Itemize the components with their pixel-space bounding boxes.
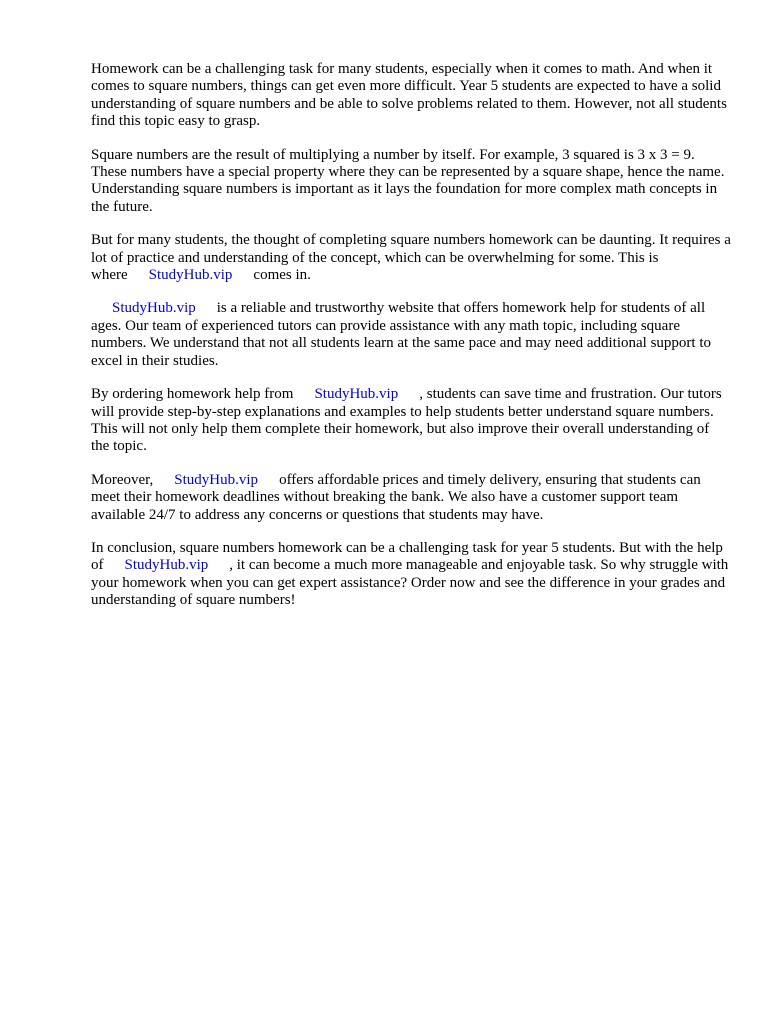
paragraph-about-site [91, 300, 731, 370]
studyhub-link[interactable]: StudyHub.vip [314, 386, 399, 403]
paragraph-text: , students can save time and frustration. Our tutors will provide step-by-step explanations and examples to help students better understand square numbers. This will not only help them complete their homework, but also improve their overall understanding of the topic. [91, 386, 722, 455]
paragraph-text: But for many students, the thought of completing square numbers homework can be daunting. It requires a lot of practice and understanding of the concept, which can be overwhelming for some. This is where [91, 232, 731, 284]
paragraph-text: offers affordable prices and timely delivery, ensuring that students can meet their homework deadlines without breaking the bank. We also have a customer support team available 24/7 to address any concerns or questions that students may have. [91, 471, 701, 523]
studyhub-link[interactable]: StudyHub.vip [124, 557, 209, 574]
paragraph-intro: Homework can be a challenging task for many students, especially when it comes to math. And when it comes to square numbers, things can get even more difficult. Year 5 students are expected to have a solid understanding of square numbers and be able to solve problems related to them. However, not all students find this topic easy to grasp. [91, 61, 727, 130]
studyhub-link[interactable]: StudyHub.vip [112, 300, 196, 317]
paragraph-daunting [91, 232, 731, 284]
paragraph-conclusion [91, 540, 731, 610]
paragraph-definition: Square numbers are the result of multiplying a number by itself. For example, 3 squared is 3 x 3 = 9. These numbers have a special property where they can be represented by a square shape, hence the name. Understanding square numbers is important as it lays the foundation for more complex math concepts in the future. [91, 146, 725, 215]
paragraph-ordering [91, 386, 731, 456]
studyhub-link[interactable]: StudyHub.vip [148, 267, 233, 284]
paragraph-moreover [91, 472, 731, 524]
paragraph-text: By ordering homework help from [91, 386, 294, 403]
paragraph-text: , it can become a much more manageable and enjoyable task. So why struggle with your homework when you can get expert assistance? Order now and see the difference in your grades and understanding of square numbers! [91, 557, 729, 609]
paragraph-text: Moreover, [91, 471, 154, 488]
studyhub-link[interactable]: StudyHub.vip [174, 471, 259, 488]
paragraph-text: In conclusion, square numbers homework can be a challenging task for year 5 students. But with the help of [91, 539, 723, 574]
paragraph-text: comes in. [253, 267, 311, 284]
paragraph-text: is a reliable and trustworthy website that offers homework help for students of all ages. Our team of experienced tutors can provide assistance with any math topic, including square numbers. We understand that not all students learn at the same pace and may need additional support to excel in their studies. [91, 300, 712, 369]
